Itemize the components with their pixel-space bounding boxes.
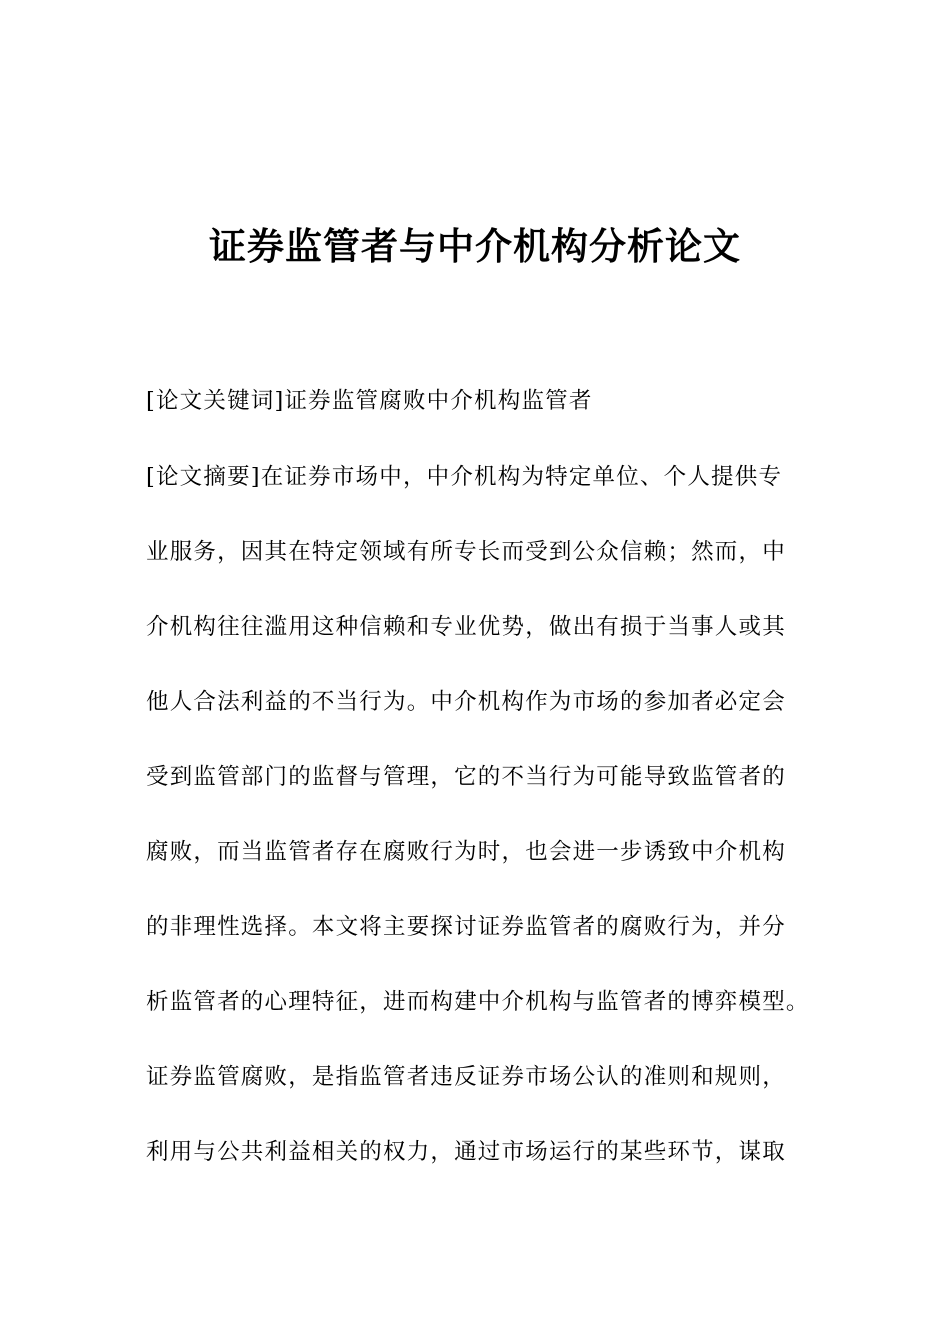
abstract-line: 业服务，因其在特定领域有所专长而受到公众信赖；然而，中 <box>146 539 786 565</box>
abstract-line: 利用与公共利益相关的权力，通过市场运行的某些环节，谋取 <box>146 1139 786 1165</box>
abstract-line: 介机构往往滥用这种信赖和专业优势，做出有损于当事人或其 <box>146 614 786 640</box>
abstract-line: 析监管者的心理特征，进而构建中介机构与监管者的博弈模型。 <box>146 989 810 1015</box>
abstract-line: [论文摘要]在证券市场中，中介机构为特定单位、个人提供专 <box>146 464 783 490</box>
abstract-body <box>146 459 812 1209</box>
abstract-line: 证券监管腐败，是指监管者违反证券市场公认的准则和规则， <box>146 1064 786 1090</box>
abstract-line: 的非理性选择。本文将主要探讨证券监管者的腐败行为，并分 <box>146 914 786 940</box>
abstract-line: 他人合法利益的不当行为。中介机构作为市场的参加者必定会 <box>146 689 786 715</box>
page-title: 证券监管者与中介机构分析论文 <box>209 225 741 268</box>
abstract-line: 受到监管部门的监督与管理，它的不当行为可能导致监管者的 <box>146 764 786 790</box>
keywords-line: [论文关键词]证券监管腐败中介机构监管者 <box>146 388 593 414</box>
abstract-line: 腐败，而当监管者存在腐败行为时，也会进一步诱致中介机构 <box>146 839 786 865</box>
